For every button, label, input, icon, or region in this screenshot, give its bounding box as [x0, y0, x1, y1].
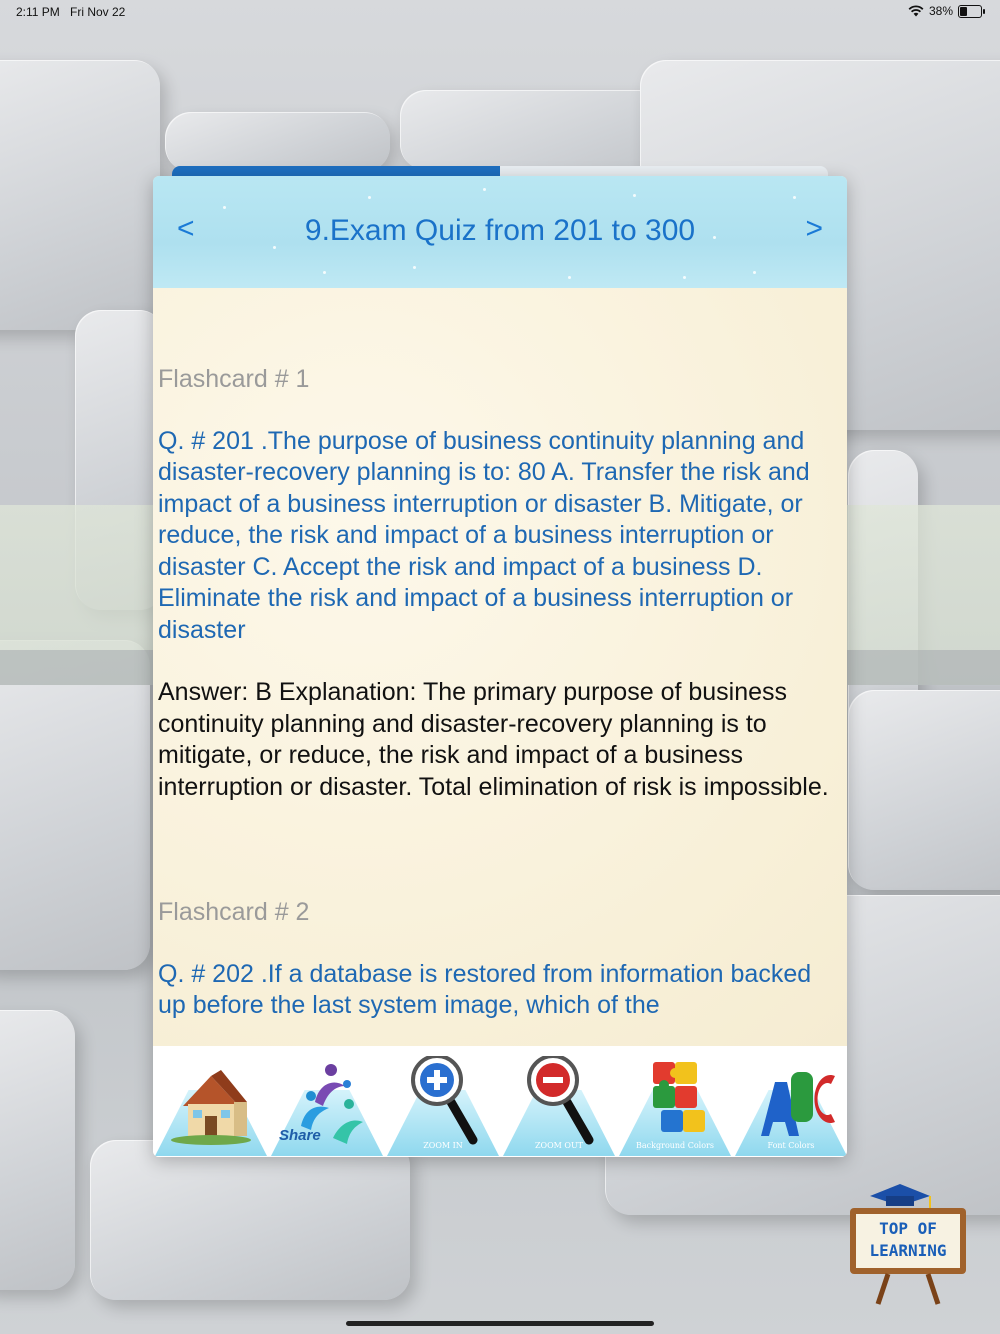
- logo-line-1: TOP OF: [879, 1219, 937, 1238]
- home-indicator[interactable]: [346, 1321, 654, 1326]
- flashcard-heading: Flashcard # 2: [158, 898, 310, 926]
- zoom-in-button[interactable]: [387, 1056, 499, 1156]
- share-button[interactable]: [271, 1056, 383, 1156]
- zoom-out-label: ZOOM OUT: [534, 1141, 584, 1150]
- font-colors-label: Font Colors: [767, 1141, 815, 1150]
- flashcard-question: Q. # 202 .If a database is restored from information backed up before the last system image, which of the: [158, 959, 812, 1019]
- background-colors-button[interactable]: [619, 1056, 731, 1156]
- zoom-in-label: ZOOM IN: [423, 1141, 463, 1150]
- top-of-learning-logo: [848, 1184, 968, 1306]
- flashcard-scroll-area[interactable]: [153, 288, 847, 1046]
- flashcard-panel: [153, 176, 847, 1157]
- bg-tile: [0, 60, 160, 330]
- zoom-out-button[interactable]: [503, 1056, 615, 1156]
- wifi-icon: [908, 5, 924, 17]
- share-label: Share: [279, 1127, 321, 1144]
- background-colors-label: Background Colors: [636, 1141, 714, 1150]
- home-button[interactable]: [155, 1056, 267, 1156]
- status-bar: [0, 0, 1000, 26]
- prev-quiz-button[interactable]: <: [177, 212, 195, 245]
- battery-level: [960, 7, 967, 16]
- bg-tile: [0, 1010, 75, 1290]
- house-icon: [155, 1056, 267, 1156]
- bg-tile: [90, 1140, 410, 1300]
- bg-tile: [0, 640, 150, 970]
- logo-line-2: LEARNING: [869, 1241, 947, 1260]
- status-date: Fri Nov 22: [70, 5, 126, 19]
- flashcard-heading: Flashcard # 1: [158, 365, 310, 393]
- quiz-title: 9.Exam Quiz from 201 to 300: [304, 214, 696, 247]
- bg-tile: [848, 690, 1000, 890]
- next-quiz-button[interactable]: >: [805, 212, 823, 245]
- font-colors-button[interactable]: [735, 1056, 847, 1156]
- battery-icon: [958, 5, 982, 18]
- status-time: 2:11 PM: [16, 5, 60, 19]
- flashcard-answer: Answer: B Explanation: The primary purpose of business continuity planning and disaster-recovery planning is to mitigate, or reduce, the risk and impact of a business interruption or disaster. Total elimination of risk is impossible.: [158, 678, 829, 801]
- battery-percent: 38%: [928, 4, 953, 18]
- bg-tile: [165, 112, 390, 172]
- flashcard-question: Q. # 201 .The purpose of business continuity planning and disaster-recovery planning is to: 80 A. Transfer the risk and impact of a business interruption or disaster B. Mitigate, or reduce, the risk and impact of a business interruption or disaster C. Accept the risk and impact of a business D. Eliminate the risk and impact of a business interruption or disaster: [158, 426, 810, 644]
- bottom-toolbar: [153, 1046, 847, 1157]
- header-bar: [153, 176, 847, 288]
